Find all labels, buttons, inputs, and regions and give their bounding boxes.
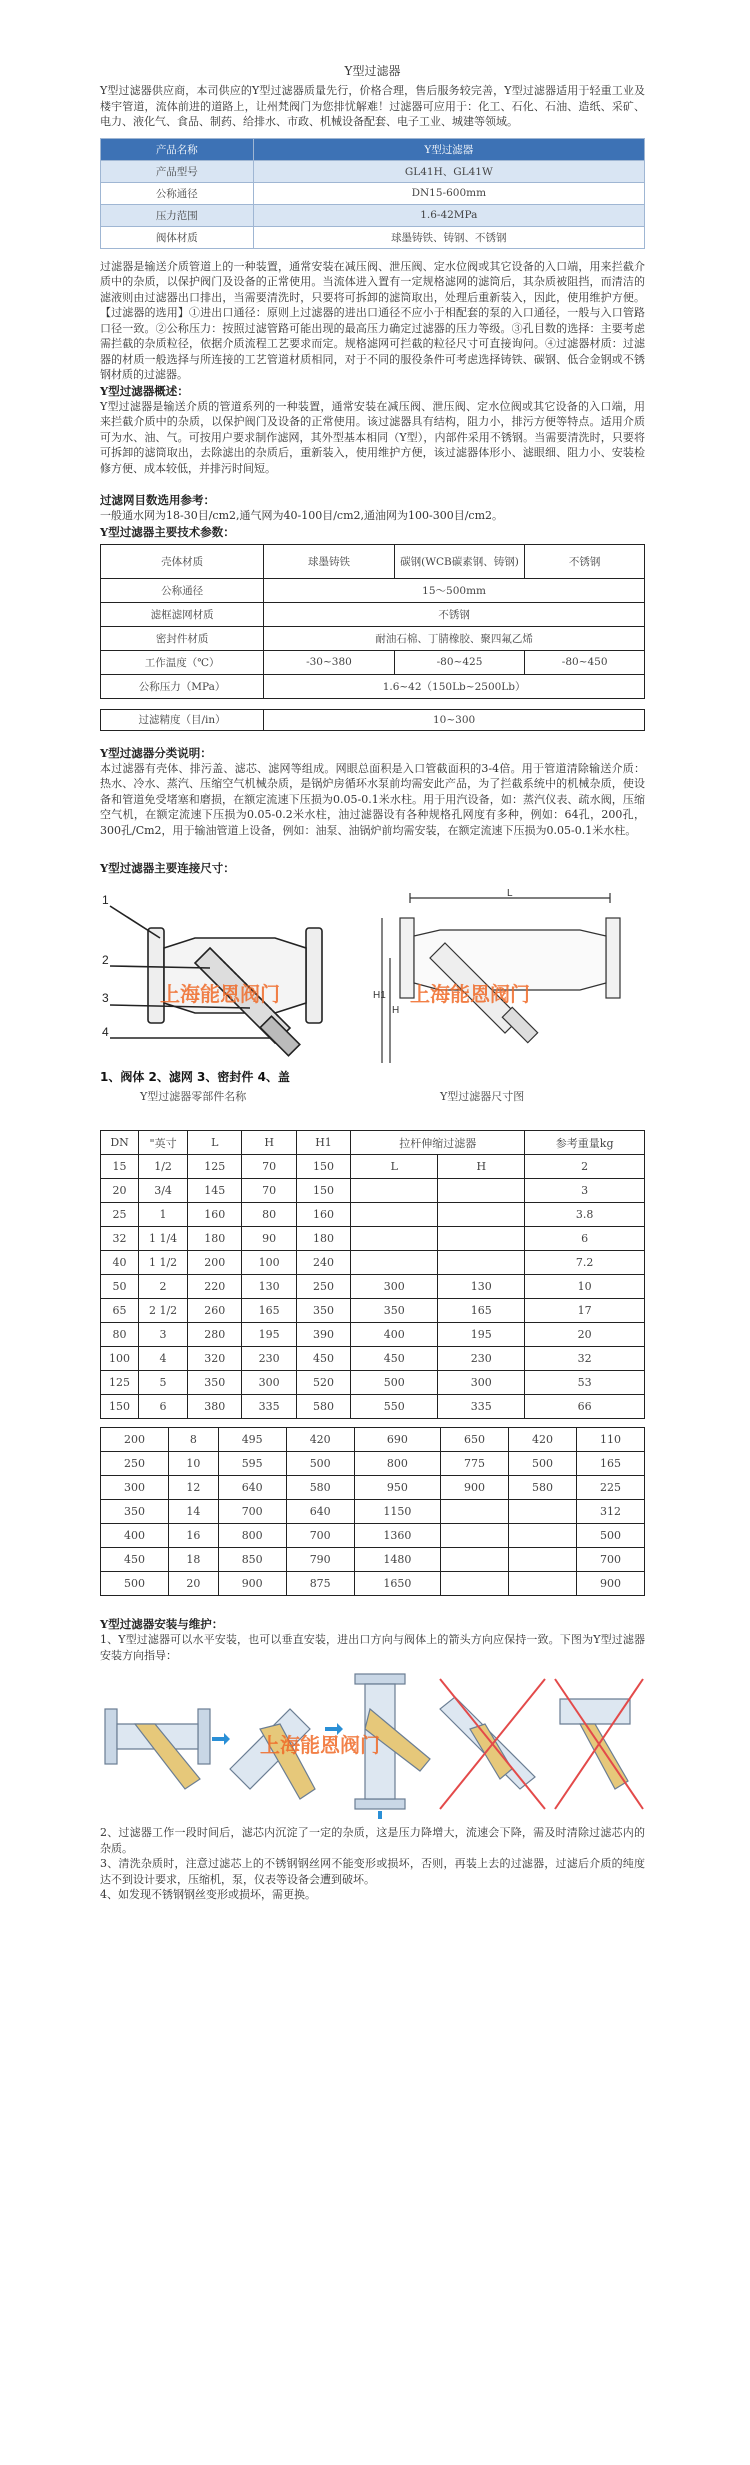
- table-row: [101, 1500, 645, 1524]
- table-cell: 130: [438, 1275, 525, 1299]
- table-cell: 2 1/2: [139, 1299, 188, 1323]
- table-cell: 145: [188, 1179, 242, 1203]
- figures-area: [100, 888, 645, 1118]
- table-cell: 450: [296, 1347, 350, 1371]
- table-cell: 650: [440, 1428, 508, 1452]
- table-cell: 775: [440, 1452, 508, 1476]
- table-cell: 350: [351, 1299, 438, 1323]
- table-cell: 300: [101, 1476, 169, 1500]
- table-cell: [508, 1572, 576, 1596]
- install-heading: Y型过滤器安装与维护：: [100, 1617, 224, 1631]
- table-cell: 3: [139, 1323, 188, 1347]
- table-row: [101, 1155, 645, 1179]
- table-cell: 10: [169, 1452, 219, 1476]
- table-cell: 180: [188, 1227, 242, 1251]
- parts-caption: Y型过滤器零部件名称: [140, 1090, 247, 1103]
- table-cell: [508, 1500, 576, 1524]
- table-row: [101, 1371, 645, 1395]
- table-cell: 500: [576, 1524, 644, 1548]
- table-cell: 850: [218, 1548, 286, 1572]
- table-row: [101, 1395, 645, 1419]
- table-cell: [508, 1548, 576, 1572]
- table-cell: 2: [525, 1155, 645, 1179]
- callout-4: 4: [102, 1025, 109, 1039]
- table-cell: 875: [286, 1572, 354, 1596]
- table-cell: 350: [188, 1371, 242, 1395]
- spec-label: 公称通径: [101, 182, 254, 204]
- table-cell: 66: [525, 1395, 645, 1419]
- table-cell: "英寸: [139, 1131, 188, 1155]
- spec-value: 1.6-42MPa: [253, 204, 644, 226]
- table-cell: 100: [242, 1251, 296, 1275]
- table-cell: 14: [169, 1500, 219, 1524]
- table-row: [101, 650, 645, 674]
- table-cell: -30~380: [264, 650, 395, 674]
- table-cell: 165: [438, 1299, 525, 1323]
- table-cell: 不锈钢: [525, 544, 645, 578]
- tech-heading: Y型过滤器主要技术参数：: [100, 524, 235, 539]
- table-row: [101, 709, 645, 730]
- table-cell: 3: [525, 1179, 645, 1203]
- table-cell: 32: [525, 1347, 645, 1371]
- table-row: [101, 226, 645, 248]
- table-cell: 40: [101, 1251, 139, 1275]
- table-cell: 密封件材质: [101, 626, 264, 650]
- table-cell: 260: [188, 1299, 242, 1323]
- document: [100, 62, 645, 1903]
- table-cell: 3.8: [525, 1203, 645, 1227]
- table-cell: 790: [286, 1548, 354, 1572]
- table-cell: 12: [169, 1476, 219, 1500]
- table-cell: 300: [242, 1371, 296, 1395]
- table-cell: 耐油石棉、丁腈橡胶、聚四氟乙烯: [264, 626, 645, 650]
- table-cell: [440, 1500, 508, 1524]
- table-cell: L: [188, 1131, 242, 1155]
- table-row: [101, 578, 645, 602]
- table-cell: 20: [169, 1572, 219, 1596]
- spec-label: 压力范围: [101, 204, 254, 226]
- install-step-2: 2、过滤器工作一段时间后，滤芯内沉淀了一定的杂质，这是压力降增大，流速会下降，需及时清除过滤芯内的杂质。: [100, 1826, 645, 1855]
- spec-value: DN15-600mm: [253, 182, 644, 204]
- table-cell: 125: [101, 1371, 139, 1395]
- table-cell: 80: [242, 1203, 296, 1227]
- table-cell: 6: [139, 1395, 188, 1419]
- table-row: [101, 182, 645, 204]
- table-cell: 6: [525, 1227, 645, 1251]
- table-cell: 500: [351, 1371, 438, 1395]
- callout-3: 3: [102, 991, 109, 1005]
- table-cell: [351, 1179, 438, 1203]
- table-cell: 400: [351, 1323, 438, 1347]
- table-cell: 100: [101, 1347, 139, 1371]
- table-cell: 53: [525, 1371, 645, 1395]
- table-cell: 1650: [354, 1572, 440, 1596]
- table-cell: [508, 1524, 576, 1548]
- table-cell: 495: [218, 1428, 286, 1452]
- table-cell: 520: [296, 1371, 350, 1395]
- table-cell: 10: [525, 1275, 645, 1299]
- table-row: [101, 1203, 645, 1227]
- table-row: [101, 1347, 645, 1371]
- table-row: [101, 1548, 645, 1572]
- table-cell: 300: [351, 1275, 438, 1299]
- table-cell: 900: [218, 1572, 286, 1596]
- table-cell: 110: [576, 1428, 644, 1452]
- table-row: [101, 1227, 645, 1251]
- tech-params-table: [100, 544, 645, 699]
- table-cell: 32: [101, 1227, 139, 1251]
- classification-paragraph: 本过滤器有壳体、排污盖、滤芯、滤网等组成。网眼总面积是入口管截面积的3-4倍。用于管道清除输送介质：热水、冷水、蒸汽、压缩空气机械杂质，是锅炉房循环水泵前均需安此产品，为了拦截系统中的机械杂质，使设备和管道免受堵塞和磨损，在额定流速下压损为0.05-0.1米水柱。用于用汽设备，如：蒸汽仪表、疏水阀，压缩空气机，在额定流速下压损为0.05-0.2米水柱，油过滤器设有各种规格孔网度有多种，例如：64孔，200孔，300孔/Cm2，用于输油管道上设备，例如：油泵、油锅炉前均需安装，在额定流速下压损为0.05-0.1米水柱。: [100, 761, 645, 837]
- table-cell: 1: [139, 1203, 188, 1227]
- table-cell: 700: [576, 1548, 644, 1572]
- table-cell: 900: [440, 1476, 508, 1500]
- table-cell: 滤框滤网材质: [101, 602, 264, 626]
- spec-value: GL41H、GL41W: [253, 160, 644, 182]
- table-cell: 10~300: [264, 709, 645, 730]
- table-cell: 65: [101, 1299, 139, 1323]
- table-cell: 70: [242, 1155, 296, 1179]
- table-cell: 380: [188, 1395, 242, 1419]
- table-cell: 640: [218, 1476, 286, 1500]
- table-cell: 690: [354, 1428, 440, 1452]
- table-cell: 700: [286, 1524, 354, 1548]
- parts-legend: 1、阀体 2、滤网 3、密封件 4、盖: [100, 1070, 290, 1084]
- table-cell: [351, 1251, 438, 1275]
- table-cell: 碳钢(WCB碳素钢、铸钢): [394, 544, 525, 578]
- page-title: Y型过滤器: [344, 64, 401, 78]
- classification-heading: Y型过滤器分类说明：: [100, 745, 212, 760]
- spec-label: 产品名称: [101, 138, 254, 160]
- precision-table: [100, 709, 645, 731]
- table-cell: [351, 1203, 438, 1227]
- table-cell: 800: [354, 1452, 440, 1476]
- table-cell: 拉杆伸缩过滤器: [351, 1131, 525, 1155]
- table-cell: 150: [296, 1179, 350, 1203]
- callout-1: 1: [102, 893, 109, 907]
- table-cell: 320: [188, 1347, 242, 1371]
- table-cell: 1/2: [139, 1155, 188, 1179]
- install-step-4: 4、如发现不锈钢钢丝变形或损坏，需更换。: [100, 1888, 316, 1901]
- table-cell: 640: [286, 1500, 354, 1524]
- table-cell: 15: [101, 1155, 139, 1179]
- table-cell: 公称通径: [101, 578, 264, 602]
- table-cell: 90: [242, 1227, 296, 1251]
- table-cell: [438, 1251, 525, 1275]
- table-cell: H1: [296, 1131, 350, 1155]
- overview-heading: Y型过滤器概述：: [100, 383, 189, 398]
- table-cell: 500: [101, 1572, 169, 1596]
- dimensions-table-2: [100, 1427, 645, 1596]
- table-cell: 420: [286, 1428, 354, 1452]
- table-row: [101, 138, 645, 160]
- dims-caption: Y型过滤器尺寸图: [440, 1090, 525, 1103]
- table-cell: H: [438, 1155, 525, 1179]
- table-cell: 700: [218, 1500, 286, 1524]
- install-step-3: 3、清洗杂质时，注意过滤芯上的不锈钢钢丝网不能变形或损坏，否则，再装上去的过滤器，过滤后介质的纯度达不到设计要求，压缩机，泵，仪表等设备会遭到破坏。: [100, 1857, 645, 1886]
- table-cell: 壳体材质: [101, 544, 264, 578]
- table-row: [101, 1524, 645, 1548]
- table-cell: 280: [188, 1323, 242, 1347]
- table-cell: [440, 1524, 508, 1548]
- table-cell: 160: [188, 1203, 242, 1227]
- table-cell: 15～500mm: [264, 578, 645, 602]
- callout-2: 2: [102, 953, 109, 967]
- table-cell: 125: [188, 1155, 242, 1179]
- table-cell: 1360: [354, 1524, 440, 1548]
- table-row: [101, 1428, 645, 1452]
- table-cell: 580: [508, 1476, 576, 1500]
- table-cell: 1.6~42（150Lb~2500Lb）: [264, 674, 645, 698]
- table-cell: 335: [438, 1395, 525, 1419]
- description-paragraph: 过滤器是输送介质管道上的一种装置，通常安装在减压阀、泄压阀、定水位阀或其它设备的入口端，用来拦截介质中的杂质，以保护阀门及设备的正常使用。当流体进入置有一定规格滤网的滤筒后，其杂质被阻挡，而清洁的滤液则由过滤器出口排出，当需要清洗时，只要将可拆卸的滤筒取出，处理后重新装入，因此，使用维护方便。【过滤器的选用】①进出口通径：原则上过滤器的进出口通径不应小于相配套的泵的入口通径，一般与入口管路口径一致。②公称压力：按照过滤管路可能出现的最高压力确定过滤器的压力等级。③孔目数的选择：主要考虑需拦截的杂质粒径，依据介质流程工艺要求而定。规格滤网可拦截的粒径尺寸可直接询问。④过滤器材质：过滤器的材质一般选择与所连接的工艺管道材质相同，对于不同的服役条件可考虑选择铸铁、碳钢、低合金钢或不锈钢材质的过滤器。: [100, 259, 645, 381]
- table-cell: 70: [242, 1179, 296, 1203]
- table-row: [101, 544, 645, 578]
- spec-value: 球墨铸铁、铸钢、不锈钢: [253, 226, 644, 248]
- table-cell: 220: [188, 1275, 242, 1299]
- table-cell: 312: [576, 1500, 644, 1524]
- table-row: [101, 1572, 645, 1596]
- table-cell: 595: [218, 1452, 286, 1476]
- table-cell: 420: [508, 1428, 576, 1452]
- table-cell: 580: [296, 1395, 350, 1419]
- table-cell: 7.2: [525, 1251, 645, 1275]
- table-cell: 1480: [354, 1548, 440, 1572]
- table-cell: 800: [218, 1524, 286, 1548]
- table-cell: 18: [169, 1548, 219, 1572]
- table-cell: 500: [286, 1452, 354, 1476]
- table-cell: 240: [296, 1251, 350, 1275]
- table-cell: 335: [242, 1395, 296, 1419]
- table-row: [101, 1476, 645, 1500]
- table-row: [101, 626, 645, 650]
- table-row: [101, 1131, 645, 1155]
- table-cell: 250: [101, 1452, 169, 1476]
- table-row: [101, 204, 645, 226]
- table-cell: 20: [525, 1323, 645, 1347]
- table-cell: 公称压力（MPa）: [101, 674, 264, 698]
- table-row: [101, 1275, 645, 1299]
- table-cell: 参考重量kg: [525, 1131, 645, 1155]
- table-cell: 350: [101, 1500, 169, 1524]
- table-cell: 80: [101, 1323, 139, 1347]
- product-spec-table: [100, 138, 645, 249]
- table-cell: 195: [438, 1323, 525, 1347]
- table-cell: 4: [139, 1347, 188, 1371]
- table-cell: 500: [508, 1452, 576, 1476]
- table-row: [101, 1323, 645, 1347]
- table-cell: DN: [101, 1131, 139, 1155]
- table-cell: 230: [438, 1347, 525, 1371]
- table-row: [101, 1179, 645, 1203]
- table-cell: 1 1/2: [139, 1251, 188, 1275]
- spec-value: Y型过滤器: [253, 138, 644, 160]
- table-row: [101, 602, 645, 626]
- table-cell: 900: [576, 1572, 644, 1596]
- table-cell: 450: [351, 1347, 438, 1371]
- table-cell: [440, 1572, 508, 1596]
- table-cell: 25: [101, 1203, 139, 1227]
- dim-H-label: H: [392, 1005, 400, 1016]
- table-row: [101, 674, 645, 698]
- watermark-left: 上海能恩阀门: [160, 982, 280, 1006]
- table-cell: 300: [438, 1371, 525, 1395]
- table-cell: 950: [354, 1476, 440, 1500]
- table-cell: 16: [169, 1524, 219, 1548]
- table-cell: 2: [139, 1275, 188, 1299]
- table-cell: 3/4: [139, 1179, 188, 1203]
- install-diagram: [100, 1669, 645, 1819]
- spec-label: 阀体材质: [101, 226, 254, 248]
- table-cell: 1 1/4: [139, 1227, 188, 1251]
- table-cell: [438, 1203, 525, 1227]
- table-cell: 工作温度（℃）: [101, 650, 264, 674]
- table-cell: 580: [286, 1476, 354, 1500]
- table-cell: [351, 1227, 438, 1251]
- table-cell: [438, 1227, 525, 1251]
- watermark-install: 上海能恩阀门: [260, 1733, 380, 1757]
- table-row: [101, 1251, 645, 1275]
- table-cell: 200: [188, 1251, 242, 1275]
- table-cell: 17: [525, 1299, 645, 1323]
- table-cell: 230: [242, 1347, 296, 1371]
- table-cell: 400: [101, 1524, 169, 1548]
- mesh-heading: 过滤网目数选用参考：: [100, 493, 215, 507]
- watermark-right: 上海能恩阀门: [410, 982, 530, 1006]
- table-cell: 8: [169, 1428, 219, 1452]
- table-cell: 球墨铸铁: [264, 544, 395, 578]
- spec-label: 产品型号: [101, 160, 254, 182]
- table-cell: 180: [296, 1227, 350, 1251]
- table-cell: L: [351, 1155, 438, 1179]
- table-cell: 过滤精度（目/in）: [101, 709, 264, 730]
- dimensions-table: [100, 1130, 645, 1419]
- dimensions-heading: Y型过滤器主要连接尺寸：: [100, 861, 235, 875]
- table-row: [101, 1452, 645, 1476]
- table-cell: 165: [576, 1452, 644, 1476]
- table-cell: H: [242, 1131, 296, 1155]
- table-cell: 20: [101, 1179, 139, 1203]
- table-cell: 130: [242, 1275, 296, 1299]
- mesh-paragraph: 一般通水网为18-30目/cm2,通气网为40-100目/cm2,通油网为100-300目/cm2。: [100, 509, 504, 522]
- table-cell: 5: [139, 1371, 188, 1395]
- dim-L-label: L: [507, 888, 513, 899]
- table-cell: 195: [242, 1323, 296, 1347]
- table-cell: 150: [296, 1155, 350, 1179]
- table-cell: [438, 1179, 525, 1203]
- table-cell: 550: [351, 1395, 438, 1419]
- table-cell: 50: [101, 1275, 139, 1299]
- table-row: [101, 1299, 645, 1323]
- table-cell: -80~425: [394, 650, 525, 674]
- install-step-1: 1、Y型过滤器可以水平安装，也可以垂直安装，进出口方向与阀体上的箭头方向应保持一致。下图为Y型过滤器安装方向指导：: [100, 1633, 645, 1662]
- table-cell: 350: [296, 1299, 350, 1323]
- table-cell: [440, 1548, 508, 1572]
- table-cell: 450: [101, 1548, 169, 1572]
- table-cell: -80~450: [525, 650, 645, 674]
- table-cell: 160: [296, 1203, 350, 1227]
- dim-H1-label: H1: [373, 990, 386, 1001]
- table-cell: 不锈钢: [264, 602, 645, 626]
- table-row: [101, 160, 645, 182]
- table-cell: 250: [296, 1275, 350, 1299]
- table-cell: 390: [296, 1323, 350, 1347]
- intro-paragraph: Y型过滤器供应商，本司供应的Y型过滤器质量先行，价格合理，售后服务较完善，Y型过滤器适用于轻重工业及楼宇管道，流体前进的道路上，让州梵阀门为您排忧解难！过滤器可应用于：化工、石化、石油、造纸、采矿、电力、液化气、食品、制药、给排水、市政、机械设备配套、电子工业、城建等领域。: [100, 84, 645, 128]
- table-cell: 150: [101, 1395, 139, 1419]
- table-cell: 1150: [354, 1500, 440, 1524]
- table-cell: 225: [576, 1476, 644, 1500]
- table-cell: 165: [242, 1299, 296, 1323]
- table-cell: 200: [101, 1428, 169, 1452]
- overview-paragraph: Y型过滤器是输送介质的管道系列的一种装置，通常安装在减压阀、泄压阀、定水位阀或其它设备的入口端，用来拦截介质中的杂质，以保护阀门及设备的正常使用。该过滤器具有结构，阻力小，排污方便等特点。适用介质可为水、油、气。可按用户要求制作滤网，其外型基本相同（Y型），内部件采用不锈钢。当需要清洗时，只要将可拆卸的滤筒取出，去除滤出的杂质后，重新装入，使用维护方便，该过滤器体形小、滤眼细、阻力小、安装检修方便、成本较低，并排污时间短。: [100, 399, 645, 475]
